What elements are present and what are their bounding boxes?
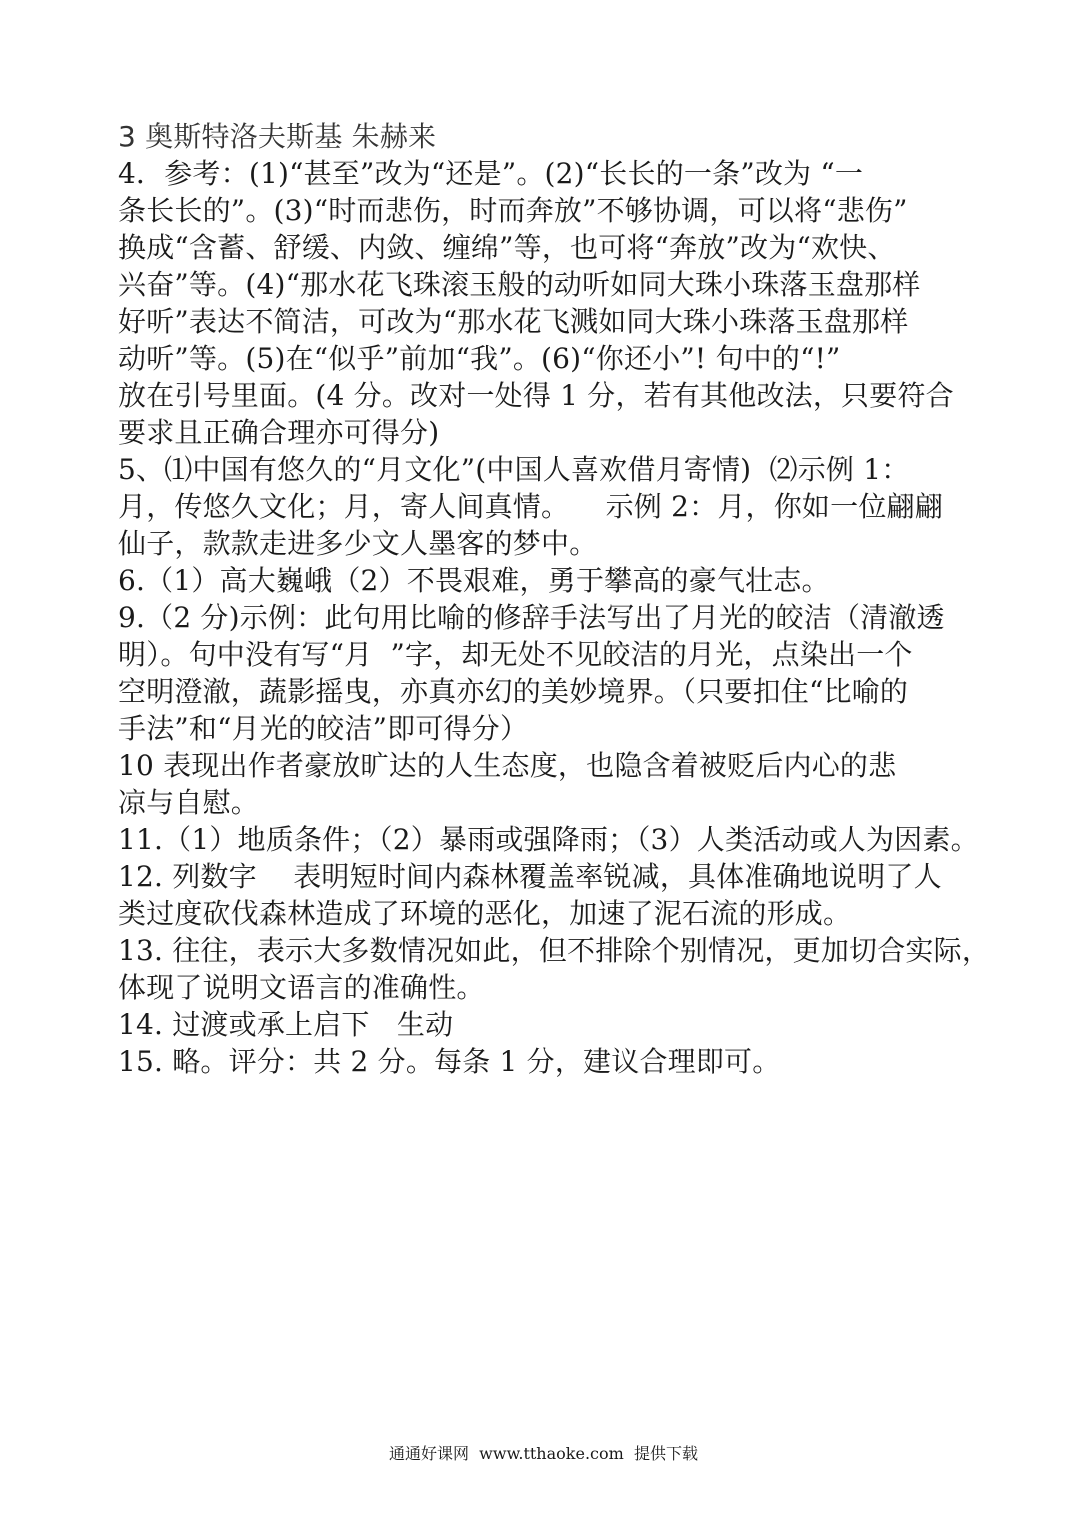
answer-line-9-part4: 手法”和“月光的皎洁”即可得分）: [118, 712, 529, 745]
answer-line-14: 14. 过渡或承上启下 生动: [118, 1008, 454, 1041]
answer-line-4-part8: 要求且正确合理亦可得分): [118, 416, 440, 449]
answer-line-4-part3: 换成“含蓄、舒缓、内敛、缠绵”等，也可将“奔放”改为“欢快、: [118, 231, 896, 264]
answer-line-4-part6: 动听”等。(5)在“似乎”前加“我”。(6)“你还小”! 句中的“!”: [118, 342, 841, 375]
answer-line-3: 3 奥斯特洛夫斯基 朱赫来: [118, 120, 437, 153]
answer-line-9-part3: 空明澄澈，蔬影摇曳，亦真亦幻的美妙境界。（只要扣住“比喻的: [118, 675, 909, 708]
answer-line-12-part2: 类过度砍伐森林造成了环境的恶化，加速了泥石流的形成。: [118, 897, 852, 930]
answer-line-10-part1: 10 表现出作者豪放旷达的人生态度，也隐含着被贬后内心的悲: [118, 749, 897, 782]
answer-line-5-part3: 仙子，款款走进多少文人墨客的梦中。: [118, 527, 598, 560]
answer-line-12-part1: 12. 列数字 表明短时间内森林覆盖率锐减，具体准确地说明了人: [118, 860, 942, 893]
answer-key-body: [118, 118, 991, 1080]
answer-line-6: 6.（1）高大巍峨（2）不畏艰难，勇于攀高的豪气壮志。: [118, 564, 830, 597]
answer-line-13-part1: 13. 往往，表示大多数情况如此，但不排除个别情况，更加切合实际，: [118, 934, 991, 967]
answer-line-9-part1: 9.（2 分)示例：此句用比喻的修辞手法写出了月光的皎洁（清澈透: [118, 601, 945, 634]
answer-line-5-part2: 月，传悠久文化；月，寄人间真情。 示例 2：月，你如一位翩翩: [118, 490, 943, 523]
answer-line-13-part2: 体现了说明文语言的准确性。: [118, 971, 485, 1004]
page-footer-source: 通通好课网 www.tthaoke.com 提供下载: [389, 1444, 698, 1463]
answer-line-10-part2: 凉与自慰。: [118, 786, 260, 819]
answer-line-4-part1: 4．参考：(1)“甚至”改为“还是”。(2)“长长的一条”改为 “一: [118, 157, 864, 190]
answer-line-15: 15. 略。评分：共 2 分。每条 1 分，建议合理即可。: [118, 1045, 781, 1078]
answer-line-5-part1: 5、⑴中国有悠久的“月文化”(中国人喜欢借月寄情) ⑵示例 1：: [118, 453, 910, 486]
answer-line-11: 11.（1）地质条件；（2）暴雨或强降雨；（3）人类活动或人为因素。: [118, 823, 979, 856]
answer-line-4-part2: 条长长的”。(3)“时而悲伤，时而奔放”不够协调，可以将“悲伤”: [118, 194, 908, 227]
answer-line-9-part2: 明）。句中没有写“月 ”字，却无处不见皎洁的月光，点染出一个: [118, 638, 913, 671]
answer-line-4-part5: 好听”表达不简洁，可改为“那水花飞溅如同大珠小珠落玉盘那样: [118, 305, 909, 338]
answer-line-4-part7: 放在引号里面。(4 分。改对一处得 1 分，若有其他改法，只要符合: [118, 379, 954, 412]
answer-line-4-part4: 兴奋”等。(4)“那水花飞珠滚玉般的动听如同大珠小珠落玉盘那样: [118, 268, 921, 301]
